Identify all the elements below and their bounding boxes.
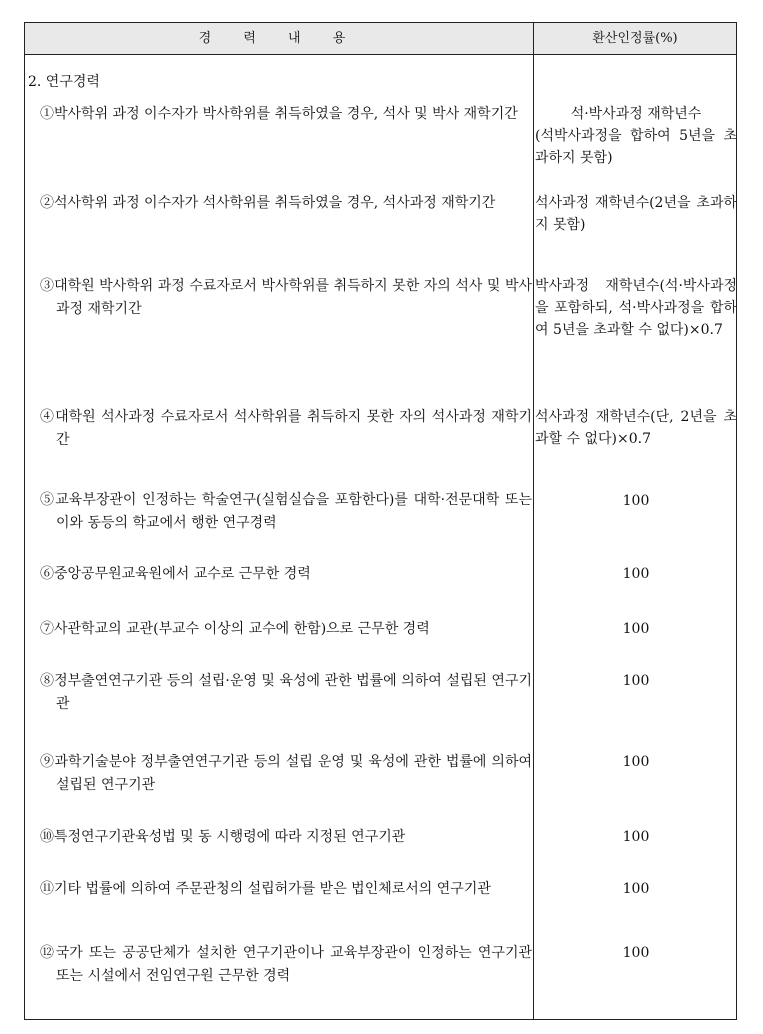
career-item xyxy=(40,103,532,126)
rate-value: 100 xyxy=(622,829,650,845)
rate-value: 100 xyxy=(622,754,650,770)
career-item-text: ⑤교육부장관이 인정하는 학술연구(실험실습을 포함한다)를 대학·전문대학 또는 이와 동등의 학교에서 행한 연구경력 xyxy=(40,492,532,531)
column-divider xyxy=(533,23,534,1019)
rate-value: 100 xyxy=(622,945,650,961)
rate-value-line: 석·박사과정 재학년수 xyxy=(570,106,702,122)
career-item xyxy=(40,826,532,849)
rate-value: 석사과정 재학년수(2년을 초과하지 못함) xyxy=(535,195,737,233)
career-item xyxy=(40,192,532,215)
career-item-text: ⑪기타 법률에 의하여 주문관청의 설립허가를 받은 법인체로서의 연구기관 xyxy=(40,881,491,897)
career-item xyxy=(40,878,532,901)
career-item-text: ④대학원 석사과정 수료자로서 석사학위를 취득하지 못한 자의 석사과정 재학기간 xyxy=(40,409,532,448)
career-item xyxy=(40,275,532,321)
rate-value: 100 xyxy=(622,621,650,637)
rate-value: 100 xyxy=(622,673,650,689)
career-item-text: ③대학원 박사학위 과정 수료자로서 박사학위를 취득하지 못한 자의 석사 및 박사과정 재학기간 xyxy=(40,278,532,317)
career-table xyxy=(24,22,737,1020)
career-item xyxy=(40,618,532,641)
career-item xyxy=(40,670,532,716)
rate-value: 100 xyxy=(622,881,650,897)
rate-value: 100 xyxy=(622,566,650,582)
rate-value-note: (석박사과정을 합하여 5년을 초과하지 못함) xyxy=(535,128,737,166)
career-item xyxy=(40,942,532,988)
rate-value: 석사과정 재학년수(단, 2년을 초과할 수 없다)×0.7 xyxy=(535,409,737,447)
career-item-text: ⑩특정연구기관육성법 및 동 시행령에 따라 지정된 연구기관 xyxy=(40,829,406,845)
career-item-text: ②석사학위 과정 이수자가 석사학위를 취득하였을 경우, 석사과정 재학기간 xyxy=(40,195,496,211)
rate-value: 박사과정 재학년수(석·박사과정을 포함하되, 석·박사과정을 합하여 5년을 초과할 수 없다)×0.7 xyxy=(535,278,737,338)
career-item-text: ①박사학위 과정 이수자가 박사학위를 취득하였을 경우, 석사 및 박사 재학기간 xyxy=(40,106,518,122)
career-item-text: ⑧정부출연연구기관 등의 설립·운영 및 육성에 관한 법률에 의하여 설립된 연구기관 xyxy=(40,673,532,712)
career-item-text: ⑨과학기술분야 정부출연연구기관 등의 설립 운영 및 육성에 관한 법률에 의하여 설립된 연구기관 xyxy=(40,754,532,793)
rate-value: 100 xyxy=(622,493,650,509)
career-item-text: ⑥중앙공무원교육원에서 교수로 근무한 경력 xyxy=(40,566,311,582)
header-conversion-rate: 환산인정률(%) xyxy=(592,31,678,46)
career-item xyxy=(40,406,532,452)
career-item xyxy=(40,489,532,535)
career-item xyxy=(40,563,532,586)
table-header xyxy=(25,23,736,55)
section-title: 2. 연구경력 xyxy=(28,74,100,90)
header-career-content: 경 력 내 용 xyxy=(198,31,360,46)
career-item-text: ⑦사관학교의 교관(부교수 이상의 교수에 한함)으로 근무한 경력 xyxy=(40,621,430,637)
career-item xyxy=(40,751,532,797)
career-item-text: ⑫국가 또는 공공단체가 설치한 연구기관이나 교육부장관이 인정하는 연구기관 또는 시설에서 전임연구원 근무한 경력 xyxy=(40,945,532,984)
rate-value xyxy=(535,103,737,125)
